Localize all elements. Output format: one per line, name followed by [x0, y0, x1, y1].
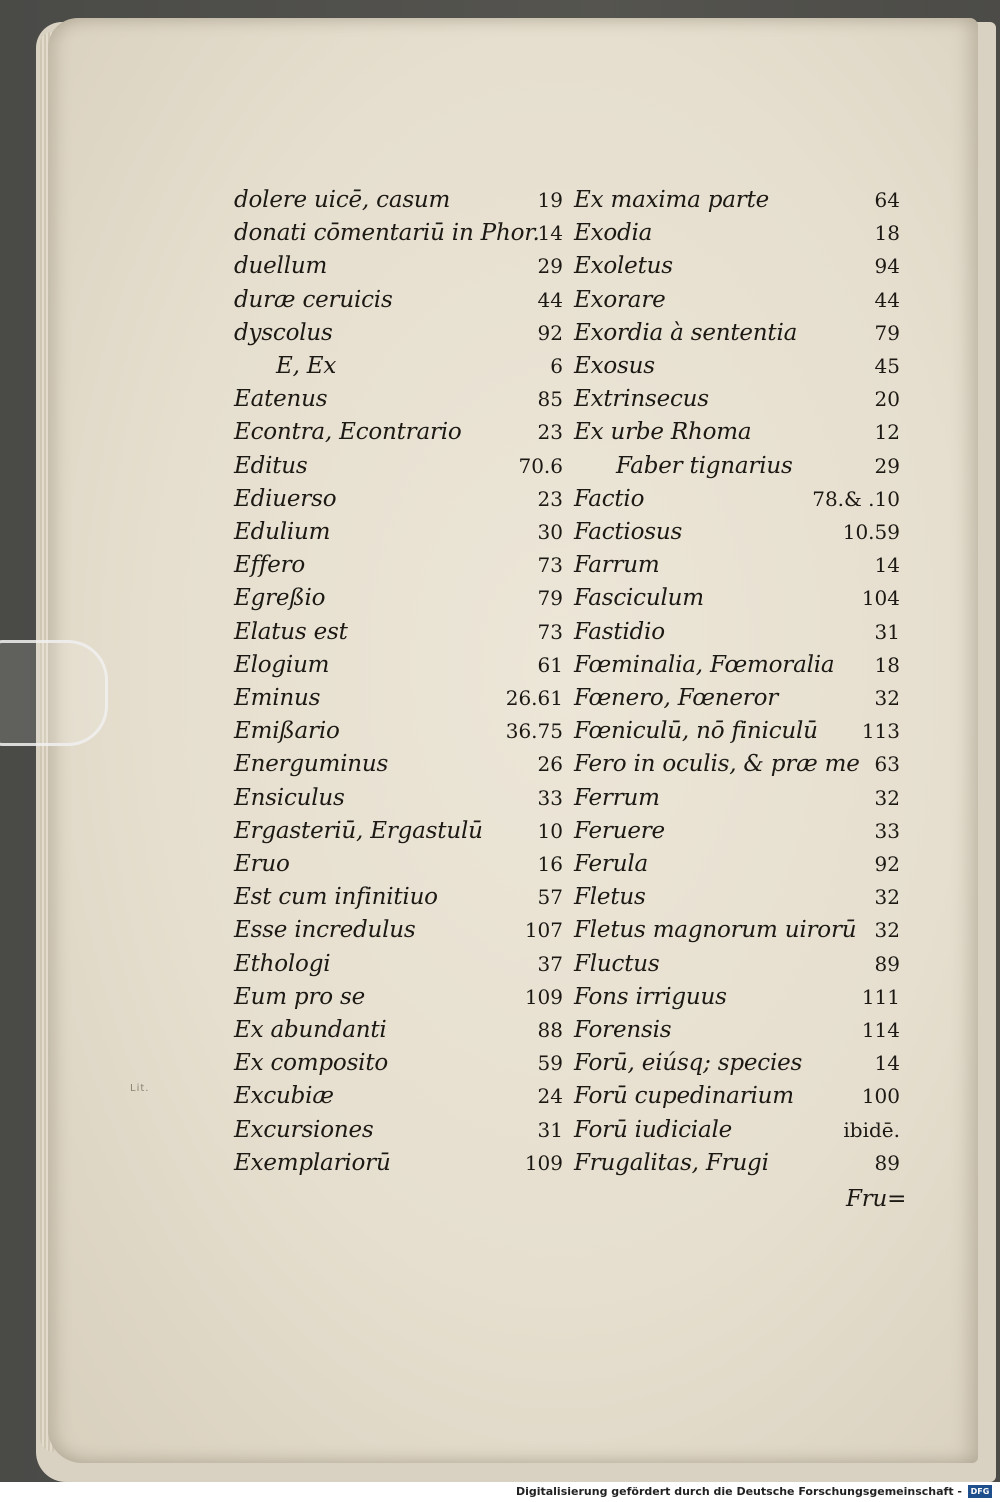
index-entry-term: Exemplariorū — [234, 1150, 391, 1176]
index-entry-term: duellum — [234, 253, 328, 279]
index-entry-term: Faber tignarius — [616, 453, 793, 479]
index-entry-page: 113 — [861, 719, 900, 743]
catchword: Fru= — [846, 1186, 907, 1212]
index-entry-page: 59 — [537, 1051, 563, 1075]
index-entry-page: 111 — [861, 985, 900, 1009]
index-entry-page: 14 — [874, 553, 900, 577]
index-entry-term: Eum pro se — [234, 984, 366, 1010]
index-entry-term: Exoletus — [574, 253, 673, 279]
index-entry-page: 85 — [537, 387, 563, 411]
index-entry-term: Factio — [574, 486, 645, 512]
index-entry-page: 73 — [537, 553, 563, 577]
index-entry-page: 64 — [874, 188, 900, 212]
index-entry-page: 16 — [537, 852, 563, 876]
index-entry-page: 29 — [537, 254, 563, 278]
index-entry-term: Econtra, Econtrario — [234, 419, 462, 445]
index-entry-term: Edulium — [234, 519, 331, 545]
index-entry-page: 92 — [874, 852, 900, 876]
index-entry-page: 94 — [874, 254, 900, 278]
index-entry-page: 30 — [537, 520, 563, 544]
index-entry-term: Fœniculū, nō finiculū — [574, 718, 818, 744]
dfg-logo: DFG — [968, 1485, 992, 1498]
index-entry-term: Fletus magnorum uirorū — [574, 917, 857, 943]
index-entry-page: 26.61 — [505, 686, 563, 710]
index-entry-page: 18 — [874, 221, 900, 245]
index-entry-term: Ethologi — [234, 951, 331, 977]
index-entry-page: 89 — [874, 1151, 900, 1175]
index-entry-page: 114 — [861, 1018, 900, 1042]
index-entry-term: Fastidio — [574, 619, 665, 645]
index-entry-term: Emißario — [234, 718, 340, 744]
index-entry-page: 12 — [874, 420, 900, 444]
index-entry-page: 73 — [537, 620, 563, 644]
index-entry-page: 29 — [874, 454, 900, 478]
index-entry-term: Fœnero, Fœneror — [574, 685, 779, 711]
index-entry-page: 70.6 — [518, 454, 563, 478]
index-entry-page: 23 — [537, 487, 563, 511]
footer-credit: Digitalisierung gefördert durch die Deutsche Forschungsgemeinschaft - — [515, 1485, 962, 1498]
index-entry-term: Fasciculum — [574, 585, 704, 611]
index-entry-term: Forū cupedinarium — [574, 1083, 794, 1109]
index-entry-term: donati cōmentariū in Phor. — [234, 220, 540, 246]
index-entry-term: Exosus — [574, 353, 655, 379]
index-entry-term: Fletus — [574, 884, 646, 910]
index-entry-page: ibidē. — [843, 1118, 900, 1142]
index-entry-page: 61 — [537, 653, 563, 677]
index-entry-term: Ex abundanti — [234, 1017, 387, 1043]
index-entry-page: 33 — [874, 819, 900, 843]
index-entry-term: Ex maxima parte — [574, 187, 770, 213]
index-entry-page: 44 — [874, 288, 900, 312]
index-entry-page: 32 — [874, 918, 900, 942]
index-entry-page: 107 — [524, 918, 563, 942]
index-entry-term: Elogium — [234, 652, 330, 678]
index-entry-page: 45 — [874, 354, 900, 378]
index-entry-term: Ergasteriū, Ergastulū — [234, 818, 483, 844]
index-entry-term: Ensiculus — [234, 785, 345, 811]
index-entry-term: Fons irriguus — [574, 984, 727, 1010]
index-entry-page: 92 — [537, 321, 563, 345]
footer-bar — [0, 1482, 1000, 1502]
index-entry-page: 26 — [537, 752, 563, 776]
index-entry-term: Ferrum — [574, 785, 660, 811]
index-entry-term: Energuminus — [234, 751, 389, 777]
index-entry-term: Exodia — [574, 220, 653, 246]
index-entry-page: 33 — [537, 786, 563, 810]
index-entry-page: 109 — [524, 1151, 563, 1175]
index-entry-page: 10.59 — [842, 520, 900, 544]
index-entry-term: Excubiæ — [234, 1083, 334, 1109]
index-entry-term: Ex composito — [234, 1050, 389, 1076]
index-entry-term: Esse incredulus — [234, 917, 416, 943]
page-clip — [0, 640, 108, 746]
index-entry-page: 32 — [874, 885, 900, 909]
index-entry-term: Egreßio — [234, 585, 326, 611]
index-entry-term: Editus — [234, 453, 308, 479]
index-entry-page: 10 — [537, 819, 563, 843]
index-entry-page: 44 — [537, 288, 563, 312]
index-entry-term: Exorare — [574, 287, 666, 313]
index-entry-term: Feruere — [574, 818, 665, 844]
index-entry-page: 6 — [550, 354, 563, 378]
index-entry-page: 88 — [537, 1018, 563, 1042]
index-entry-page: 78.& .10 — [812, 487, 900, 511]
index-entry-page: 89 — [874, 952, 900, 976]
index-entry-page: 36.75 — [505, 719, 563, 743]
index-entry-page: 100 — [861, 1084, 900, 1108]
index-entry-page: 31 — [874, 620, 900, 644]
index-entry-term: Eminus — [234, 685, 321, 711]
index-entry-page: 20 — [874, 387, 900, 411]
index-entry-page: 24 — [537, 1084, 563, 1108]
index-entry-term: Farrum — [574, 552, 660, 578]
index-entry-page: 32 — [874, 686, 900, 710]
index-entry-term: Fluctus — [574, 951, 660, 977]
index-entry-term: Forū iudiciale — [574, 1117, 733, 1143]
index-entry-term: Eruo — [234, 851, 290, 877]
index-entry-term: Forū, eiúsq; species — [574, 1050, 803, 1076]
index-entry-page: 79 — [537, 586, 563, 610]
index-entry-term: Fero in oculis, & præ me — [574, 751, 860, 777]
index-entry-term: E, Ex — [276, 353, 337, 379]
index-entry-term: Ex urbe Rhoma — [574, 419, 752, 445]
index-entry-term: Forensis — [574, 1017, 672, 1043]
index-entry-page: 63 — [874, 752, 900, 776]
index-entry-term: Excursiones — [234, 1117, 374, 1143]
index-entry-term: dyscolus — [234, 320, 333, 346]
index-entry-page: 14 — [537, 221, 563, 245]
index-entry-term: Eatenus — [234, 386, 328, 412]
index-entry-term: Elatus est — [234, 619, 348, 645]
index-entry-term: dolere uicē, casum — [234, 187, 451, 213]
index-entry-page: 31 — [537, 1118, 563, 1142]
index-entry-term: Fœminalia, Fœmoralia — [574, 652, 835, 678]
index-entry-term: Effero — [234, 552, 306, 578]
index-entry-term: duræ ceruicis — [234, 287, 393, 313]
index-entry-page: 18 — [874, 653, 900, 677]
index-entry-page: 79 — [874, 321, 900, 345]
margin-mark: Lit. — [130, 1083, 150, 1094]
index-entry-page: 14 — [874, 1051, 900, 1075]
index-entry-page: 104 — [861, 586, 900, 610]
index-entry-term: Exordia à sententia — [574, 320, 798, 346]
index-entry-term: Ediuerso — [234, 486, 337, 512]
index-entry-term: Extrinsecus — [574, 386, 709, 412]
index-entry-page: 32 — [874, 786, 900, 810]
index-entry-page: 57 — [537, 885, 563, 909]
index-entry-page: 23 — [537, 420, 563, 444]
index-entry-page: 109 — [524, 985, 563, 1009]
index-entry-page: 19 — [537, 188, 563, 212]
index-entry-page: 37 — [537, 952, 563, 976]
index-entry-term: Factiosus — [574, 519, 683, 545]
index-entry-term: Frugalitas, Frugi — [574, 1150, 769, 1176]
index-entry-term: Ferula — [574, 851, 648, 877]
index-entry-term: Est cum infinitiuo — [234, 884, 438, 910]
